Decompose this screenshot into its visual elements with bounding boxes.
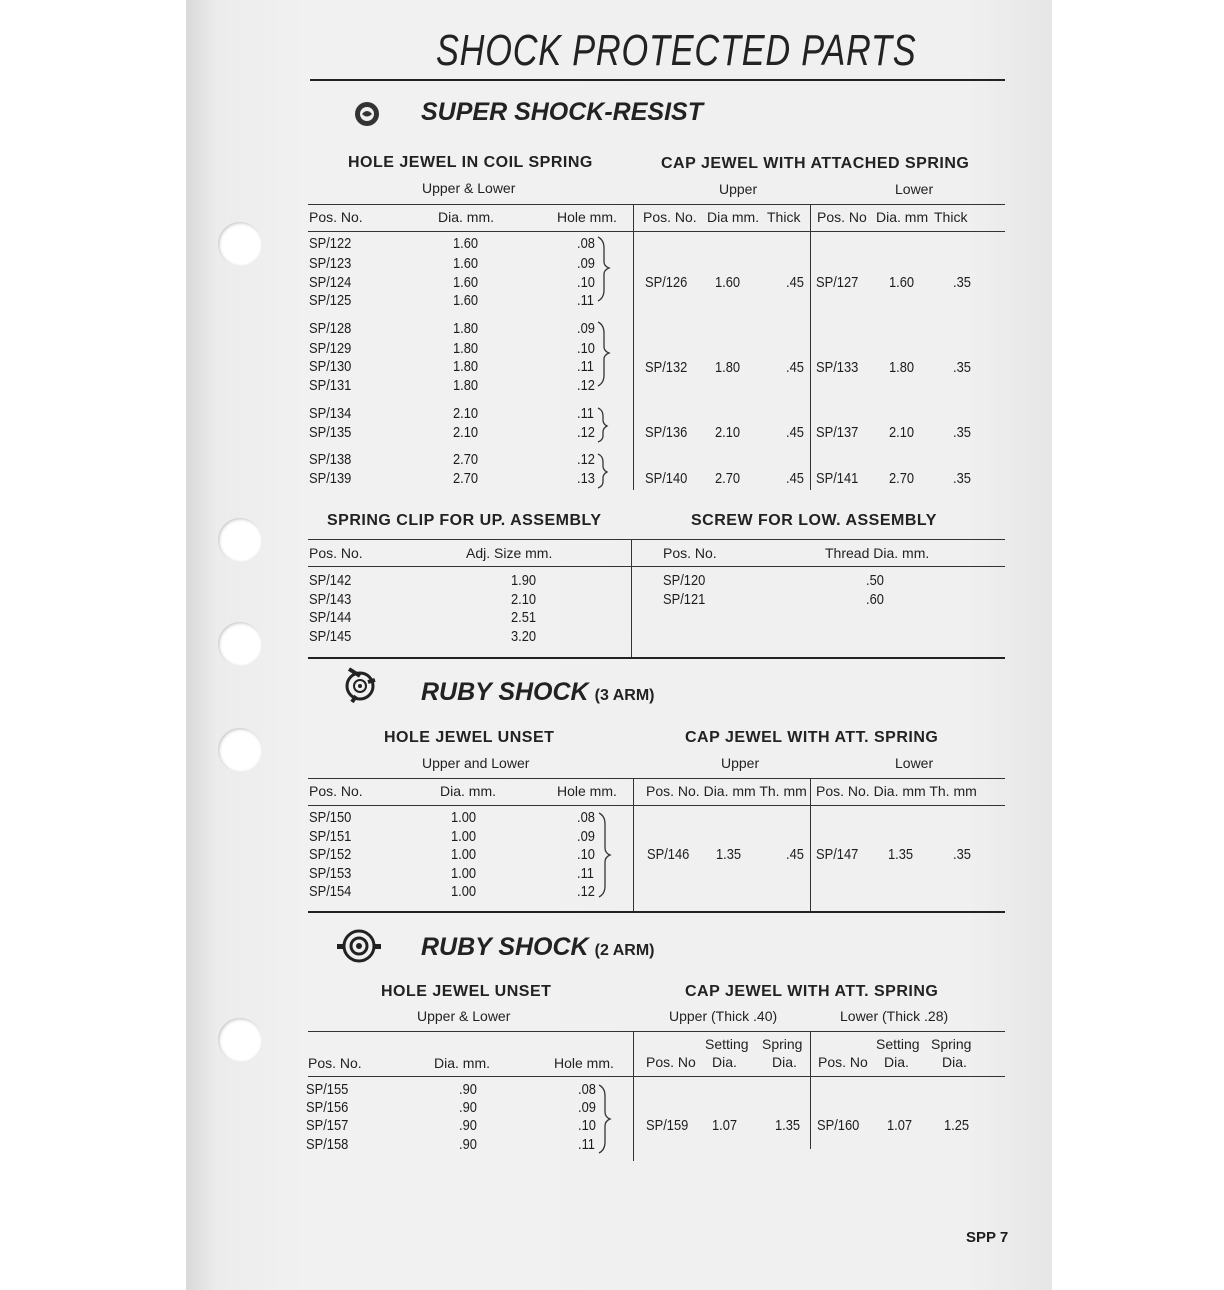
cell-pos: SP/160 [817,1117,860,1134]
ruby3-hole-subtitle: Upper and Lower [422,755,530,771]
ruby-2-name: RUBY SHOCK [421,933,589,961]
cell-dia: 1.00 [451,883,477,900]
ruby3-cap-upper: Upper [721,755,760,771]
ruby-3-name: RUBY SHOCK [421,678,589,706]
cell-hole: .10 [577,274,595,291]
table-row: SP/143 [309,591,352,608]
cell-dia: 1.00 [451,846,477,863]
cell-dia: 1.80 [889,359,915,376]
cell-dia: 2.70 [453,470,479,487]
col-cap-dia-upper: Dia mm. [707,209,760,225]
cell-dia: 1.00 [451,865,477,882]
table-row: SP/140 [645,470,688,487]
ruby-3-title [421,678,654,707]
cell-setting: 1.07 [887,1117,913,1134]
cell-hole: .09 [577,828,595,845]
table-row: SP/129 [309,340,352,357]
table-row: SP/134 [309,405,352,422]
table-row: SP/159 [646,1117,689,1134]
table-row: SP/155 [306,1081,349,1098]
cell-dia: 1.60 [453,235,479,252]
table-row: SP/154 [309,883,352,900]
table-row: SP/120 [663,572,706,589]
cell-hole: .10 [578,1117,596,1134]
table-row: SP/138 [309,451,352,468]
ruby-2-arm: (2 ARM) [594,942,655,959]
cell-thick: .45 [786,274,804,291]
ruby2-cap-lower: Lower (Thick .28) [840,1008,949,1024]
col-dia: Dia. mm. [440,783,496,799]
cell-pos: SP/147 [816,846,859,863]
cell-dia: .90 [459,1081,477,1098]
table-row: SP/125 [309,292,352,309]
cell-pos: SP/141 [816,470,859,487]
table-row: SP/157 [306,1117,349,1134]
cell-hole: .11 [577,405,594,422]
col-cap-spring-upper: Dia. [772,1054,797,1070]
col-hole: Hole mm. [557,209,617,225]
cell-dia: 1.60 [889,274,915,291]
table-row: SP/123 [309,255,352,272]
col-pos-no: Pos. No. [309,783,363,799]
cell-hole: .12 [577,424,595,441]
col-cap-pos-lower: Pos. No [818,1054,868,1070]
cell-dia: 1.80 [715,359,741,376]
cell-dia: 2.10 [453,405,479,422]
cell-hole: .11 [577,865,594,882]
cell-pos: SP/137 [816,424,859,441]
col-setting-lower: Setting [876,1036,920,1052]
cell-hole: .11 [578,1136,595,1153]
col-cap-spring-lower: Dia. [942,1054,967,1070]
cell-dia: 2.10 [715,424,741,441]
grouping-brace [597,810,617,900]
col-screw-thread: Thread Dia. mm. [825,545,930,561]
table-row: SP/151 [309,828,352,845]
ruby2-hole-subtitle: Upper & Lower [417,1008,511,1024]
col-spring-lower: Spring [931,1036,972,1052]
table-row: SP/121 [663,591,706,608]
col-screw-pos: Pos. No. [663,545,717,561]
col-setting-upper: Setting [705,1036,749,1052]
table-row: SP/146 [647,846,690,863]
cell-hole: .13 [577,470,595,487]
super-shock-title: SUPER SHOCK-RESIST [421,98,703,126]
cell-dia: 2.70 [715,470,741,487]
col-cap-pos-upper: Pos. No. [643,209,697,225]
ruby3-hole-title: HOLE JEWEL UNSET [384,729,555,746]
cell-thick: .45 [786,470,804,487]
table-row: SP/122 [309,235,352,252]
super-cap-title: CAP JEWEL WITH ATTACHED SPRING [661,155,970,172]
cell-hole: .11 [577,358,594,375]
ruby2-cap-upper: Upper (Thick .40) [669,1008,778,1024]
table-row: SP/136 [645,424,688,441]
cell-hole: .11 [577,292,594,309]
cell-dia: 1.00 [451,809,477,826]
col-dia: Dia. mm. [434,1055,490,1071]
table-row: SP/145 [309,628,352,645]
col-hole: Hole mm. [557,783,617,799]
ruby-2-arm-icon [335,925,383,967]
cell-dia: 1.60 [453,274,479,291]
ruby-2-title [421,933,654,962]
table-row: SP/128 [309,320,352,337]
cell-size: 2.51 [511,609,537,626]
cell-setting: 1.07 [712,1117,738,1134]
cell-pos: SP/127 [816,274,859,291]
cell-size: 2.10 [511,591,537,608]
super-hole-subtitle: Upper & Lower [422,180,516,196]
ruby-3-arm-icon [340,664,382,708]
cell-spring: 1.35 [775,1117,801,1134]
ruby3-cap-lower: Lower [895,755,934,771]
col-pos-no: Pos. No. [309,209,363,225]
cell-dia: 2.10 [889,424,915,441]
table-row: SP/124 [309,274,352,291]
col-spring-upper: Spring [762,1036,803,1052]
cell-thick: .45 [786,846,804,863]
title-rule [310,79,1005,81]
col-cap-lower: Pos. No. Dia. mm Th. mm [816,783,977,799]
cell-hole: .10 [577,340,595,357]
cell-dia: 1.60 [715,274,741,291]
cell-dia: 1.35 [888,846,914,863]
grouping-braces [596,234,616,494]
cell-dia: 1.80 [453,320,479,337]
table-row: SP/142 [309,572,352,589]
cell-spring: 1.25 [944,1117,970,1134]
col-cap-pos-lower: Pos. No [817,209,867,225]
cell-dia: .90 [459,1117,477,1134]
cell-pos: SP/133 [816,359,859,376]
cell-thick: .45 [786,359,804,376]
super-cap-upper: Upper [719,181,758,197]
cell-dia: 1.60 [453,255,479,272]
clip-title: SPRING CLIP FOR UP. ASSEMBLY [327,512,602,529]
col-cap-dia-upper: Dia. [712,1054,737,1070]
screw-title: SCREW FOR LOW. ASSEMBLY [691,512,937,529]
cell-size: 1.90 [511,572,537,589]
table-row: SP/131 [309,377,352,394]
cell-hole: .08 [577,809,595,826]
table-row: SP/139 [309,470,352,487]
super-hole-title: HOLE JEWEL IN COIL SPRING [348,154,593,171]
col-cap-thick-upper: Thick [767,209,801,225]
ruby-3-arm: (3 ARM) [594,687,655,704]
col-hole: Hole mm. [554,1055,614,1071]
col-dia: Dia. mm. [438,209,494,225]
cell-thick: .45 [786,424,804,441]
cell-dia: 1.60 [453,292,479,309]
table-row: SP/144 [309,609,352,626]
cell-size: 3.20 [511,628,537,645]
cell-hole: .09 [577,320,595,337]
col-clip-size: Adj. Size mm. [466,545,553,561]
cell-dia: 2.10 [453,424,479,441]
cell-thick: .35 [953,424,971,441]
table-row: SP/150 [309,809,352,826]
page-title: SHOCK PROTECTED PARTS [436,26,917,75]
cell-dia: 2.70 [453,451,479,468]
cell-dia: 1.00 [451,828,477,845]
table-row: SP/132 [645,359,688,376]
cell-dia: 1.80 [453,340,479,357]
cell-hole: .10 [577,846,595,863]
cell-dia: 2.70 [889,470,915,487]
cell-thread: .50 [866,572,884,589]
table-row: SP/152 [309,846,352,863]
table-row: SP/158 [306,1136,349,1153]
cell-dia: .90 [459,1099,477,1116]
page-number: SPP 7 [966,1229,1009,1246]
table-row: SP/153 [309,865,352,882]
col-cap-dia-lower: Dia. mm [876,209,929,225]
cell-hole: .08 [578,1081,596,1098]
super-cap-lower: Lower [895,181,934,197]
cell-thick: .35 [953,359,971,376]
cell-hole: .09 [578,1099,596,1116]
cell-dia: .90 [459,1136,477,1153]
col-cap-upper: Pos. No. Dia. mm Th. mm [646,783,807,799]
cell-dia: 1.80 [453,377,479,394]
super-shock-icon [352,100,382,128]
cell-dia: 1.35 [716,846,742,863]
cell-hole: .12 [577,377,595,394]
grouping-brace [597,1082,617,1156]
table-row: SP/126 [645,274,688,291]
cell-hole: .08 [577,235,595,252]
cell-dia: 1.80 [453,358,479,375]
ruby3-cap-title: CAP JEWEL WITH ATT. SPRING [685,729,939,746]
cell-thick: .35 [953,470,971,487]
cell-thread: .60 [866,591,884,608]
cell-thick: .35 [953,274,971,291]
col-cap-pos-upper: Pos. No [646,1054,696,1070]
table-row: SP/130 [309,358,352,375]
ruby2-cap-title: CAP JEWEL WITH ATT. SPRING [685,983,939,1000]
cell-thick: .35 [953,846,971,863]
cell-hole: .12 [577,883,595,900]
table-row: SP/135 [309,424,352,441]
cell-hole: .09 [577,255,595,272]
table-row: SP/156 [306,1099,349,1116]
col-pos-no: Pos. No. [308,1055,362,1071]
col-clip-pos: Pos. No. [309,545,363,561]
col-cap-dia-lower: Dia. [884,1054,909,1070]
ruby2-hole-title: HOLE JEWEL UNSET [381,983,552,1000]
col-cap-thick-lower: Thick [934,209,968,225]
cell-hole: .12 [577,451,595,468]
